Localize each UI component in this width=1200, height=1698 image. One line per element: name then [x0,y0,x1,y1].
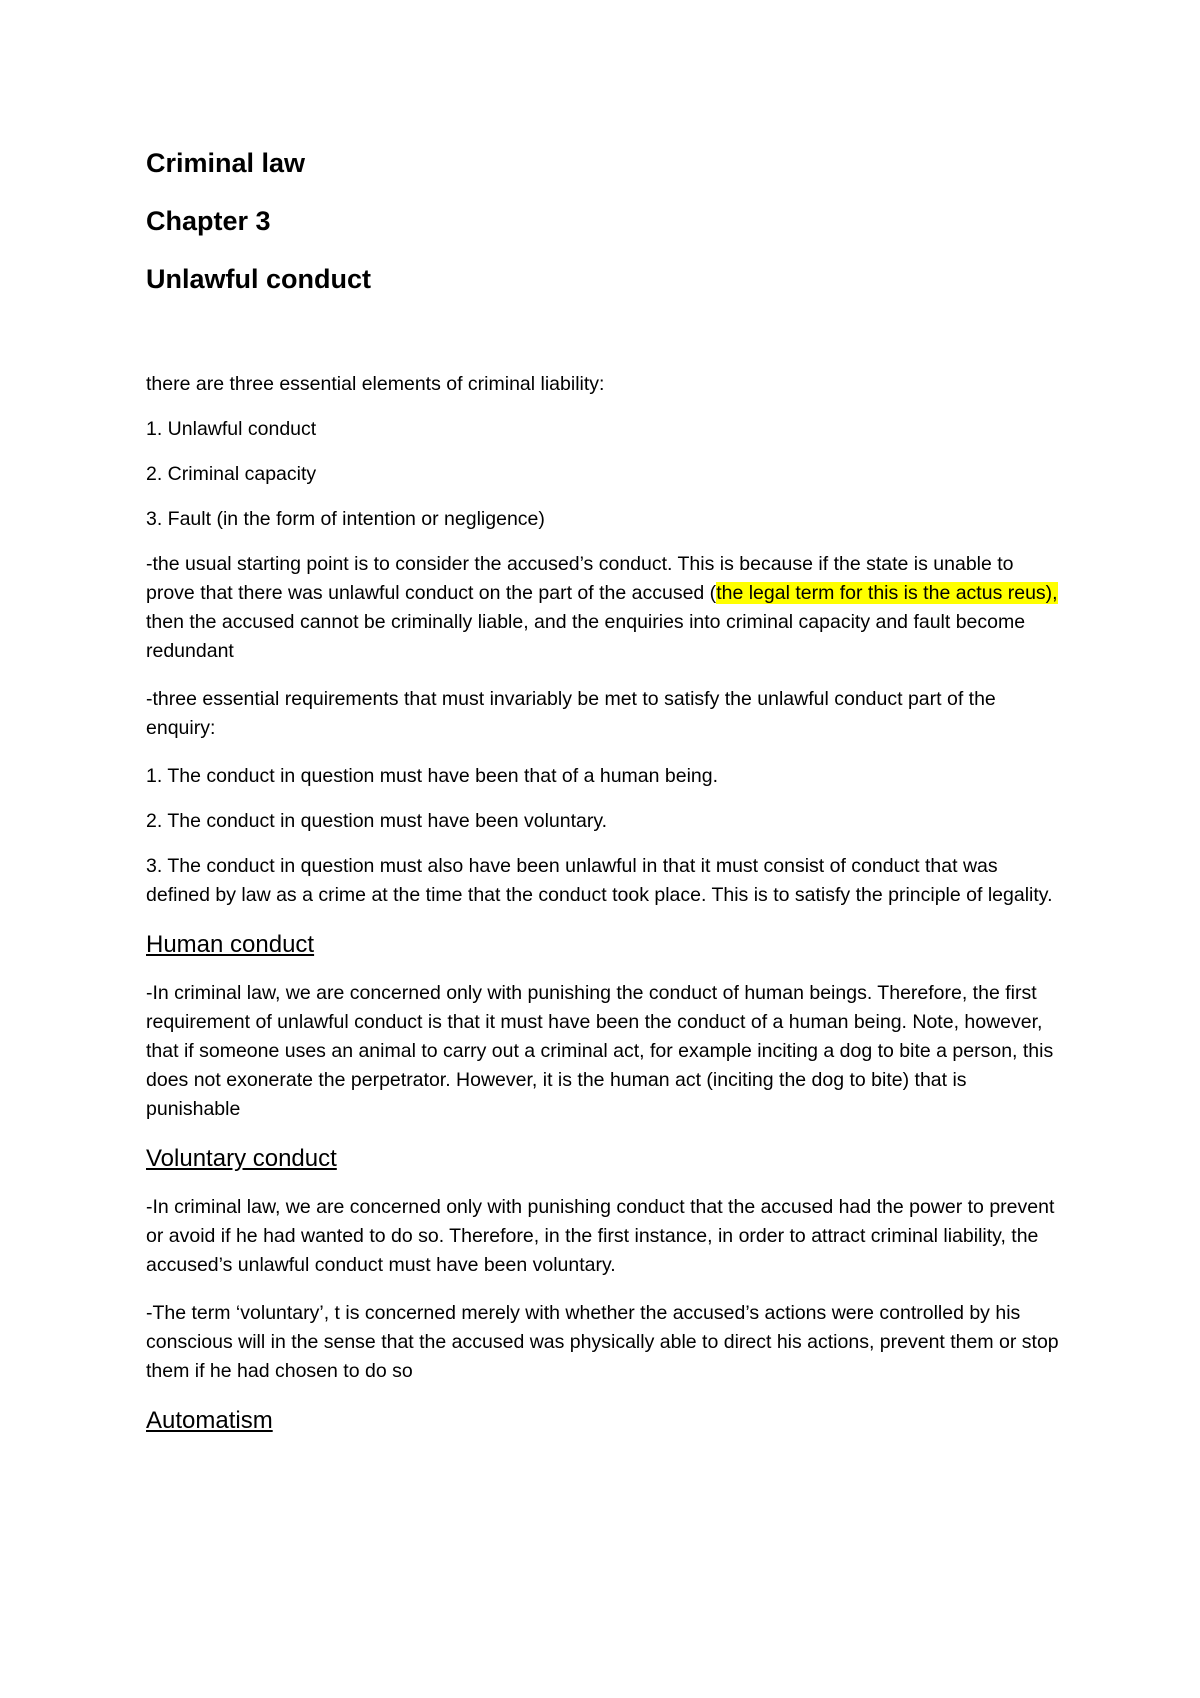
element-item: 1. Unlawful conduct [146,418,317,440]
document-title: Criminal law [146,148,306,178]
chapter-subtitle: Unlawful conduct [146,264,371,294]
requirements-intro: -three essential requirements that must invariably be met to satisfy the unlawful conduct part of the enquiry: [146,688,996,739]
starting-point-text-end: then the accused cannot be criminally liable, and the enquiries into criminal capacity and fault become redundant [146,611,1026,662]
section-heading-voluntary-conduct: Voluntary conduct [146,1145,337,1172]
requirement-item: 2. The conduct in question must have been voluntary. [146,810,608,832]
intro-paragraph: there are three essential elements of criminal liability: [146,373,605,395]
chapter-title: Chapter 3 [146,206,271,236]
starting-point-paragraph [146,550,1066,666]
starting-point-text: -the usual starting point is to consider the accused’s conduct. This is because if the state is unable to prove that there was unlawful conduct on the part of the accused ( [146,553,1014,604]
requirement-item: 3. The conduct in question must also have been unlawful in that it must consist of conduct that was defined by law as a crime at the time that the conduct took place. This is to satisfy the principle of legality. [146,855,1053,906]
section-heading-automatism: Automatism [146,1407,273,1434]
voluntary-conduct-paragraph: -In criminal law, we are concerned only with punishing conduct that the accused had the power to prevent or avoid if he had wanted to do so. Therefore, in the first instance, in order to attract criminal liability, the accused’s unlawful conduct must have been voluntary. [146,1196,1055,1276]
spacer [146,320,1066,370]
human-conduct-paragraph: -In criminal law, we are concerned only with punishing the conduct of human beings. Therefore, the first requirement of unlawful conduct is that it must have been the conduct of a human being. Note, however, that if someone uses an animal to carry out a criminal act, for example inciting a dog to bite a person, this does not exonerate the perpetrator. However, it is the human act (inciting the dog to bite) that is punishable [146,982,1054,1120]
section-heading-human-conduct: Human conduct [146,931,315,958]
requirement-item: 1. The conduct in question must have been that of a human being. [146,765,719,787]
voluntary-term-paragraph: -The term ‘voluntary’, t is concerned merely with whether the accused’s actions were controlled by his conscious will in the sense that the accused was physically able to direct his actions, prevent them or stop them if he had chosen to do so [146,1302,1059,1382]
document-body [146,146,1066,1455]
element-item: 3. Fault (in the form of intention or negligence) [146,508,545,530]
element-item: 2. Criminal capacity [146,463,317,485]
highlighted-text: the legal term for this is the actus reus), [716,582,1058,604]
